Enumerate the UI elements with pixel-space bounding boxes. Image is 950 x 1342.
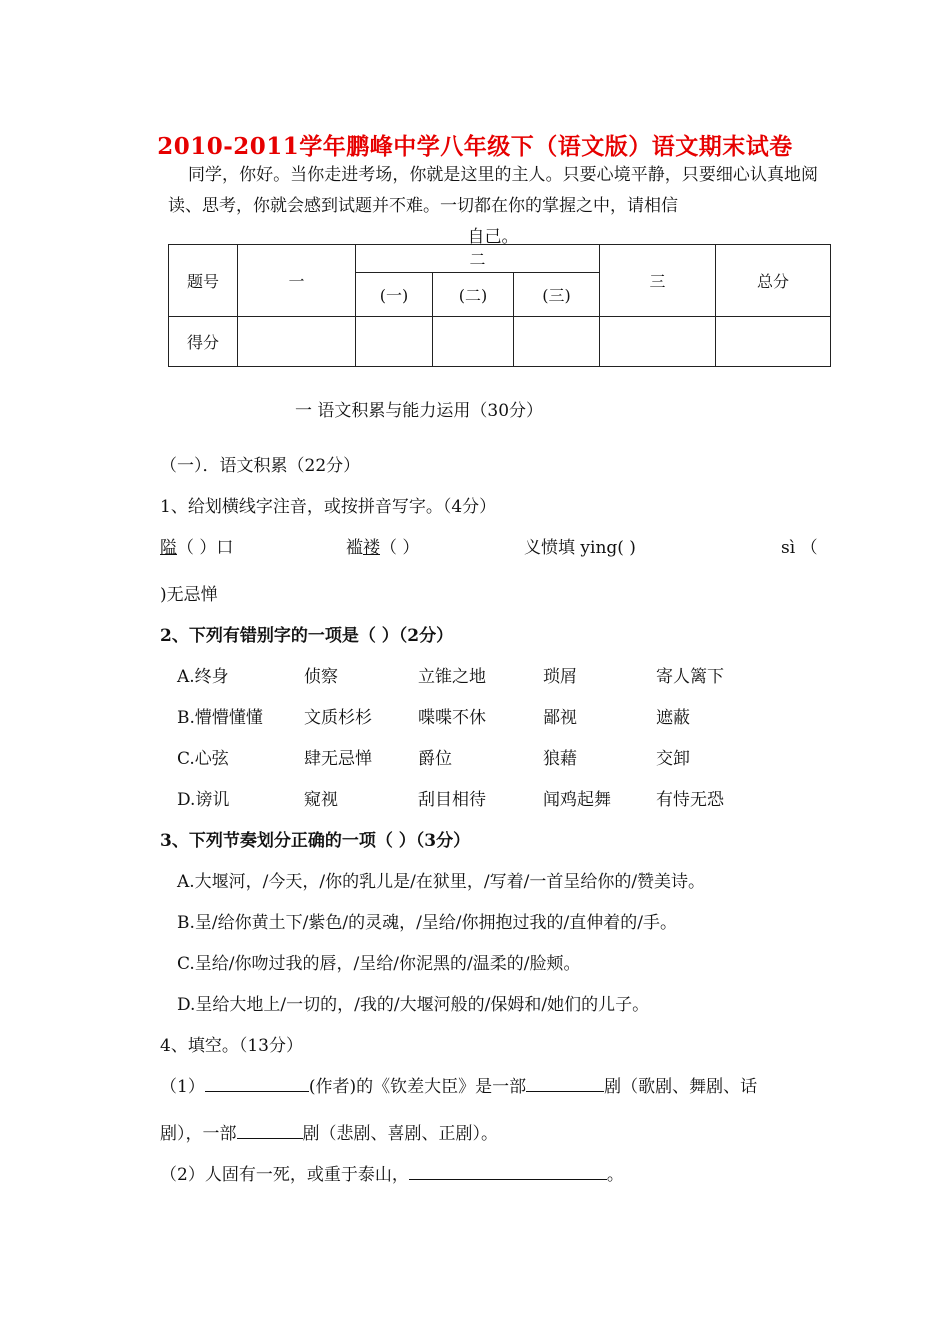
underlined-char: 隘 (160, 538, 177, 558)
q3-option-a: A.大堰河，/今天，/你的乳儿是/在狱里，/写着/一首呈给你的/赞美诗。 (177, 872, 706, 892)
col-header-one: 一 (238, 245, 356, 317)
intro-paragraph (168, 160, 818, 253)
q2-option-word: 交卸 (656, 749, 690, 769)
q1-item-1 (160, 533, 233, 558)
q2-option-word: 鄙视 (543, 708, 577, 728)
q4-line-2-end: 剧（悲剧、喜剧、正剧）。 (302, 1124, 498, 1144)
intro-line: 同学，你好。当你走进考场，你就是这里的主人。只要心境平静，只要细心认真地阅读、思考，你就会感到试题并不难。一切都在你的掌握之中，请相信 (168, 165, 818, 216)
q1-item-2 (346, 533, 419, 558)
q1-item-2-text: （ ） (380, 538, 420, 558)
col-header-two: 二 (356, 245, 600, 273)
section-heading: 一 语文积累与能力运用（30分） (295, 401, 544, 421)
q2-option-word: 喋喋不休 (418, 708, 486, 728)
sub-header-2: (二) (433, 273, 514, 317)
fill-blank[interactable] (409, 1161, 607, 1180)
q1-item-4-cont: )无忌惮 (160, 585, 218, 605)
q4-line-3-end: 。 (606, 1165, 624, 1185)
score-cell (716, 317, 831, 367)
q3-option-d: D.呈给大地上/一切的，/我的/大堰河般的/保姆和/她们的儿子。 (177, 995, 650, 1015)
question-2-title: 2、下列有错别字的一项是（ ）（2分） (160, 626, 454, 646)
sub-header-3: (三) (514, 273, 600, 317)
col-header-total: 总分 (716, 245, 831, 317)
q2-option-word: D.谤讥 (177, 790, 230, 810)
q2-option-word: 寄人篱下 (656, 667, 724, 687)
q2-option-word: 文质杉杉 (304, 708, 372, 728)
question-1-title: 1、给划横线字注音，或按拼音写字。（4分） (160, 497, 497, 517)
q2-option-word: 侦察 (304, 667, 338, 687)
q2-option-word: 狼藉 (543, 749, 577, 769)
q4-line-3-prefix: （2）人固有一死，或重于泰山， (160, 1165, 409, 1185)
q2-option-word: A.终身 (177, 667, 229, 687)
q4-line-1-end: 剧（歌剧、舞剧、话 (604, 1077, 758, 1097)
score-cell (238, 317, 356, 367)
q4-line-2-prefix: 剧），一部 (160, 1124, 237, 1144)
q2-option-word: 刮目相待 (418, 790, 486, 810)
q4-line-2 (160, 1119, 498, 1144)
subsection-heading: （一）．语文积累（22分） (160, 456, 361, 476)
q2-option-word: 窥视 (304, 790, 338, 810)
score-table (168, 244, 831, 367)
intro-line-end: 自己。 (467, 227, 519, 247)
score-cell (356, 317, 433, 367)
q2-option-word: 闻鸡起舞 (543, 790, 611, 810)
fill-blank[interactable] (237, 1120, 303, 1139)
q2-option-word: 爵位 (418, 749, 452, 769)
underlined-char: 褛 (363, 538, 380, 558)
sub-header-1: (一) (356, 273, 433, 317)
q2-option-word: C.心弦 (177, 749, 229, 769)
q3-option-b: B.呈/给你黄土下/紫色/的灵魂，/呈给/你拥抱过我的/直伸着的/手。 (177, 913, 677, 933)
q3-option-c: C.呈给/你吻过我的唇，/呈给/你泥黑的/温柔的/脸颊。 (177, 954, 581, 974)
q4-line-1-mid: (作者)的《钦差大臣》是一部 (308, 1077, 527, 1097)
q2-option-word: 立锥之地 (418, 667, 486, 687)
score-cell (600, 317, 716, 367)
q2-option-word: 遮蔽 (656, 708, 690, 728)
question-3-title: 3、下列节奏划分正确的一项（ ）（3分） (160, 831, 471, 851)
q1-item-4: sì （ (781, 538, 818, 558)
q1-item-2-char: 褴 (346, 538, 363, 558)
col-header-three: 三 (600, 245, 716, 317)
q2-option-word: B.懵懵懂懂 (177, 708, 263, 728)
q4-line-3 (160, 1160, 624, 1185)
q2-option-word: 有恃无恐 (656, 790, 724, 810)
q1-item-3: 义愤填 ying( ) (524, 538, 636, 558)
row-label-question-no: 题号 (169, 245, 238, 317)
fill-blank[interactable] (205, 1073, 309, 1092)
score-cell (514, 317, 600, 367)
q4-line-1-prefix: （1） (160, 1077, 205, 1097)
exam-title: 2010-2011学年鹏峰中学八年级下（语文版）语文期末试卷 (157, 133, 793, 160)
q2-option-word: 肆无忌惮 (304, 749, 372, 769)
fill-blank[interactable] (526, 1073, 604, 1092)
question-4-title: 4、填空。（13分） (160, 1036, 303, 1056)
q4-line-1 (160, 1072, 757, 1097)
q1-item-1-text: （ ）口 (177, 538, 234, 558)
q2-option-word: 琐屑 (543, 667, 577, 687)
score-cell (433, 317, 514, 367)
row-label-score: 得分 (169, 317, 238, 367)
